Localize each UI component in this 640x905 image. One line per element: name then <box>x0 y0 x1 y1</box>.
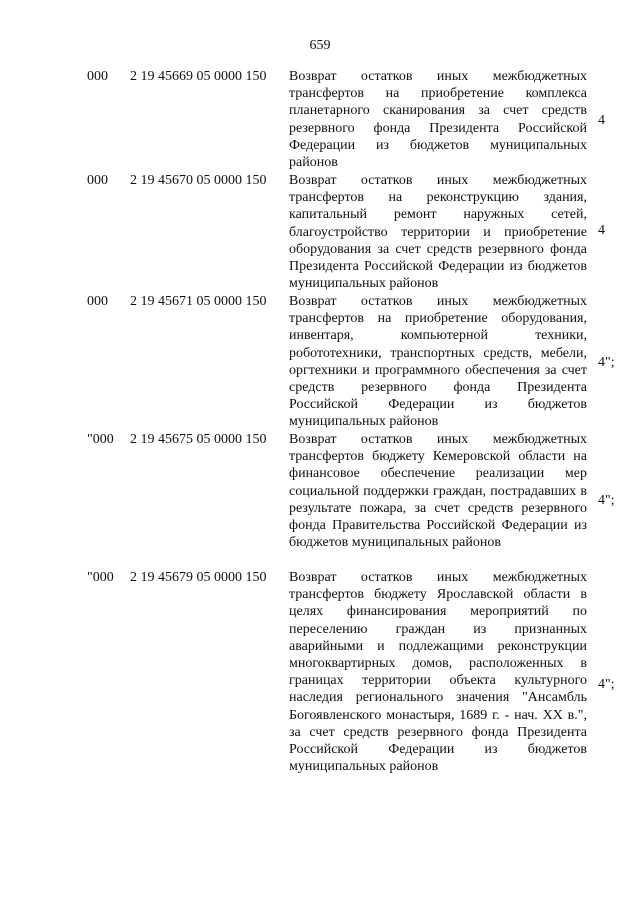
row-amount: 4 <box>598 223 605 238</box>
row-description: Возврат остатков иных межбюджетных трансфертов на приобретение оборудования, инвентаря, компьютерной техники, робототехники, транспортных средств, мебели, оргтехники и программного обеспечения за счет средств резервного фонда Президента Российской Федерации из бюджетов муниципальных районов <box>289 294 587 430</box>
admin-code: 000 <box>87 69 108 84</box>
row-description: Возврат остатков иных межбюджетных трансфертов бюджету Кемеровской области на финансовое обеспечение реализации мер социальной поддержки граждан, пострадавших в результате пожара, за счет средств резервного фонда Правительства Российской Федерации из бюджетов муниципальных районов <box>289 432 587 551</box>
classification-code: 2 19 45671 05 0000 150 <box>130 294 267 309</box>
classification-code: 2 19 45675 05 0000 150 <box>130 432 267 447</box>
admin-code: "000 <box>87 570 114 585</box>
row-description: Возврат остатков иных межбюджетных трансфертов на приобретение комплекса планетарного сканирования за счет средств резервного фонда Президента Российской Федерации из бюджетов муниципальных районов <box>289 69 587 171</box>
row-amount: 4"; <box>598 493 615 508</box>
row-description: Возврат остатков иных межбюджетных трансфертов бюджету Ярославской области в целях финансирования мероприятий по переселению граждан из признанных аварийными и подлежащими реконструкции многоквартирных домов, расположенных в границах территории объекта культурного наследия регионального значения "Ансамбль Богоявленского монастыря, 1689 г. - нач. XX в.", за счет средств резервного фонда Президента Российской Федерации из бюджетов муниципальных районов <box>289 570 587 775</box>
row-amount: 4"; <box>598 355 615 370</box>
row-amount: 4"; <box>598 677 615 692</box>
row-amount: 4 <box>598 113 605 128</box>
classification-code: 2 19 45679 05 0000 150 <box>130 570 267 585</box>
page-number: 659 <box>309 38 331 53</box>
row-description: Возврат остатков иных межбюджетных трансфертов на реконструкцию здания, капитальный ремонт наружных сетей, благоустройство территории и приобретение оборудования за счет средств резервного фонда Президента Российской Федерации из бюджетов муниципальных районов <box>289 173 587 292</box>
admin-code: 000 <box>87 294 108 309</box>
admin-code: 000 <box>87 173 108 188</box>
admin-code: "000 <box>87 432 114 447</box>
classification-code: 2 19 45669 05 0000 150 <box>130 69 267 84</box>
classification-code: 2 19 45670 05 0000 150 <box>130 173 267 188</box>
